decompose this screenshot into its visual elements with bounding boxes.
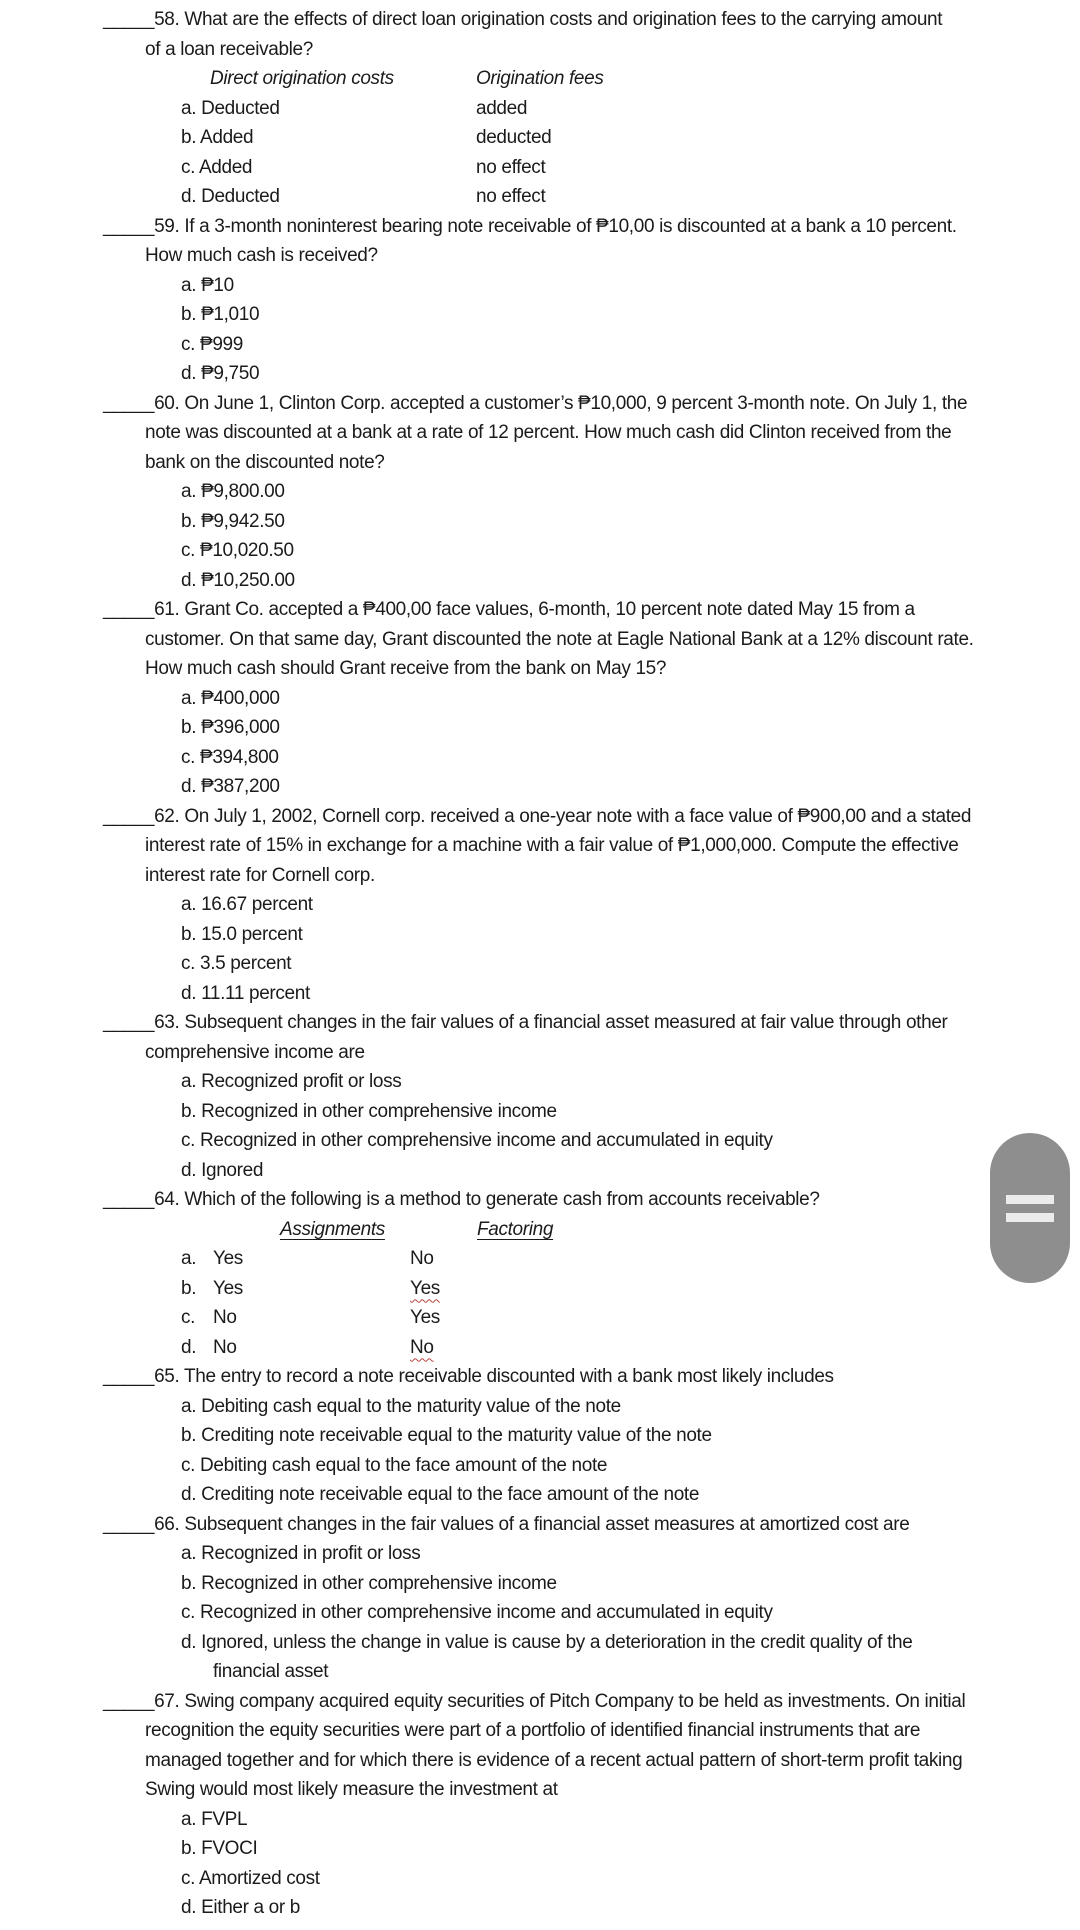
option-text: b. 15.0 percent (181, 923, 303, 945)
table-header-row (0, 1215, 1080, 1245)
option-text: d. Crediting note receivable equal to the face amount of the note (181, 1484, 700, 1505)
option-text: d. 11.11 percent (181, 982, 310, 1004)
option-row (0, 772, 1080, 802)
option-text: a. ₱10 (181, 274, 234, 296)
question-stem-line: _____59. If a 3-month noninterest bearing note receivable of ₱10,00 is discounted at a bank a 10 percent. (103, 215, 957, 237)
option-text: c. Recognized in other comprehensive income and accumulated in equity (181, 1602, 773, 1623)
option-row (0, 1156, 1080, 1186)
option-text: No (213, 1336, 237, 1358)
option-row (0, 271, 1080, 301)
option-text: No (410, 1336, 434, 1358)
table-header-row (0, 64, 1080, 94)
option-row (0, 507, 1080, 537)
option-row (0, 1893, 1080, 1923)
option-text: c. Added (181, 156, 253, 178)
option-text: c. ₱10,020.50 (181, 540, 294, 561)
option-row (0, 1805, 1080, 1835)
option-text-wrap: financial asset (213, 1661, 329, 1682)
option-text: b. ₱396,000 (181, 717, 280, 738)
option-text: Yes (213, 1248, 243, 1269)
question-stem-line: _____61. Grant Co. accepted a ₱400,00 face values, 6-month, 10 percent note dated May 15 from a (103, 599, 915, 620)
option-text: c. 3.5 percent (181, 953, 292, 974)
option-text: a. ₱400,000 (181, 687, 280, 709)
option-text: a. Deducted (181, 97, 280, 119)
option-text: a. Recognized profit or loss (181, 1071, 402, 1092)
option-row (0, 949, 1080, 979)
option-row (0, 1834, 1080, 1864)
option-row (0, 300, 1080, 330)
option-text: Yes (410, 1307, 440, 1328)
option-text: b. ₱9,942.50 (181, 510, 285, 532)
question-stem-continuation: Swing would most likely measure the investment at (145, 1779, 558, 1800)
column-header: Assignments (280, 1218, 385, 1240)
option-text: a. ₱9,800.00 (181, 481, 285, 502)
option-text: Yes (213, 1277, 243, 1299)
option-row (0, 1480, 1080, 1510)
option-row (0, 1864, 1080, 1894)
question-stem-continuation: customer. On that same day, Grant discounted the note at Eagle National Bank at a 12% discount rate. (145, 628, 974, 650)
option-letter: b. (181, 1277, 197, 1299)
option-text: a. 16.67 percent (181, 894, 313, 915)
option-row (0, 1628, 1080, 1658)
option-row (0, 566, 1080, 596)
question-stem-continuation: managed together and for which there is evidence of a recent actual pattern of short-term profit taking (145, 1749, 963, 1771)
option-row (0, 890, 1080, 920)
option-letter: a. (181, 1248, 197, 1269)
option-text: c. Recognized in other comprehensive income and accumulated in equity (181, 1130, 773, 1151)
option-row (0, 979, 1080, 1009)
question-stem-line: _____60. On June 1, Clinton Corp. accepted a customer’s ₱10,000, 9 percent 3-month note. On July 1, the (103, 392, 968, 414)
option-row (0, 920, 1080, 950)
option-text: d. ₱387,200 (181, 776, 280, 797)
question-stem-continuation: note was discounted at a bank at a rate of 12 percent. How much cash did Clinton received from the (145, 422, 952, 443)
question-stem-continuation: recognition the equity securities were part of a portfolio of identified financial instruments that are (145, 1720, 921, 1741)
option-text: no effect (476, 186, 546, 207)
option-text: Yes (410, 1277, 440, 1299)
question-stem-line: _____58. What are the effects of direct loan origination costs and origination fees to the carrying amount (103, 9, 943, 30)
option-row (0, 123, 1080, 153)
option-text: c. ₱999 (181, 333, 243, 355)
option-text: a. FVPL (181, 1808, 248, 1830)
option-text: b. Recognized in other comprehensive income (181, 1572, 557, 1594)
option-row (0, 1539, 1080, 1569)
option-row (0, 1244, 1080, 1274)
option-row (0, 743, 1080, 773)
option-row (0, 94, 1080, 124)
option-text: d. ₱10,250.00 (181, 569, 295, 591)
question-list (0, 5, 1080, 1923)
option-letter: d. (181, 1336, 197, 1358)
handle-line-icon (1006, 1213, 1054, 1222)
option-text: c. ₱394,800 (181, 746, 279, 768)
option-row (0, 1067, 1080, 1097)
question-stem-line: _____67. Swing company acquired equity securities of Pitch Company to be held as investments. On initial (103, 1690, 966, 1712)
option-row (0, 1392, 1080, 1422)
option-row (0, 1274, 1080, 1304)
option-row (0, 713, 1080, 743)
option-row (0, 536, 1080, 566)
option-letter: c. (181, 1307, 196, 1328)
column-header: Direct origination costs (210, 68, 394, 89)
option-text: d. Either a or b (181, 1897, 301, 1918)
question-stem-continuation: of a loan receivable? (145, 38, 313, 60)
option-row (0, 182, 1080, 212)
option-row (0, 1598, 1080, 1628)
question-stem-continuation: interest rate of 15% in exchange for a machine with a fair value of ₱1,000,000. Compute the effective (145, 835, 959, 856)
question-stem-continuation: bank on the discounted note? (145, 451, 385, 473)
option-row (0, 359, 1080, 389)
option-text: a. Debiting cash equal to the maturity value of the note (181, 1395, 621, 1417)
option-text: d. Ignored (181, 1159, 264, 1181)
option-text: c. Debiting cash equal to the face amount of the note (181, 1454, 608, 1476)
option-row (0, 1126, 1080, 1156)
option-text: b. Crediting note receivable equal to the maturity value of the note (181, 1425, 712, 1446)
option-row (0, 684, 1080, 714)
question-stem-line: _____62. On July 1, 2002, Cornell corp. received a one-year note with a face value of ₱900,00 and a stated (103, 805, 972, 827)
option-row (0, 477, 1080, 507)
option-text: no effect (476, 156, 546, 178)
option-row (0, 1421, 1080, 1451)
question-stem-line: _____63. Subsequent changes in the fair values of a financial asset measured at fair value through other (103, 1012, 948, 1033)
option-text: d. Ignored, unless the change in value is cause by a deterioration in the credit quality of the (181, 1631, 913, 1653)
option-row (0, 1303, 1080, 1333)
option-row (0, 1097, 1080, 1127)
column-header: Factoring (477, 1218, 554, 1240)
question-stem-continuation: interest rate for Cornell corp. (145, 864, 375, 886)
option-row (0, 153, 1080, 183)
option-row (0, 1333, 1080, 1363)
option-row (0, 330, 1080, 360)
option-text: No (410, 1248, 434, 1269)
option-text: b. Recognized in other comprehensive income (181, 1100, 557, 1122)
option-text: c. Amortized cost (181, 1867, 320, 1889)
column-header: Origination fees (476, 68, 604, 89)
question-stem-line: _____64. Which of the following is a method to generate cash from accounts receivable? (103, 1189, 820, 1210)
scroll-handle[interactable] (990, 1133, 1070, 1283)
question-stem-line: _____66. Subsequent changes in the fair values of a financial asset measures at amortized cost are (103, 1513, 910, 1535)
question-stem-continuation: comprehensive income are (145, 1041, 365, 1063)
option-row (0, 1569, 1080, 1599)
option-text: d. Deducted (181, 186, 280, 207)
option-text: b. Added (181, 127, 254, 148)
option-text: added (476, 97, 528, 119)
option-text: d. ₱9,750 (181, 363, 260, 384)
question-stem-line: _____65. The entry to record a note receivable discounted with a bank most likely includes (103, 1366, 834, 1387)
option-text: a. Recognized in profit or loss (181, 1543, 421, 1564)
option-text: b. FVOCI (181, 1838, 258, 1859)
option-text: No (213, 1307, 237, 1328)
question-stem-continuation: How much cash is received? (145, 245, 378, 266)
handle-line-icon (1006, 1195, 1054, 1204)
question-stem-continuation: How much cash should Grant receive from the bank on May 15? (145, 658, 667, 679)
option-row (0, 1451, 1080, 1481)
option-text: b. ₱1,010 (181, 304, 260, 325)
option-text: deducted (476, 127, 552, 148)
